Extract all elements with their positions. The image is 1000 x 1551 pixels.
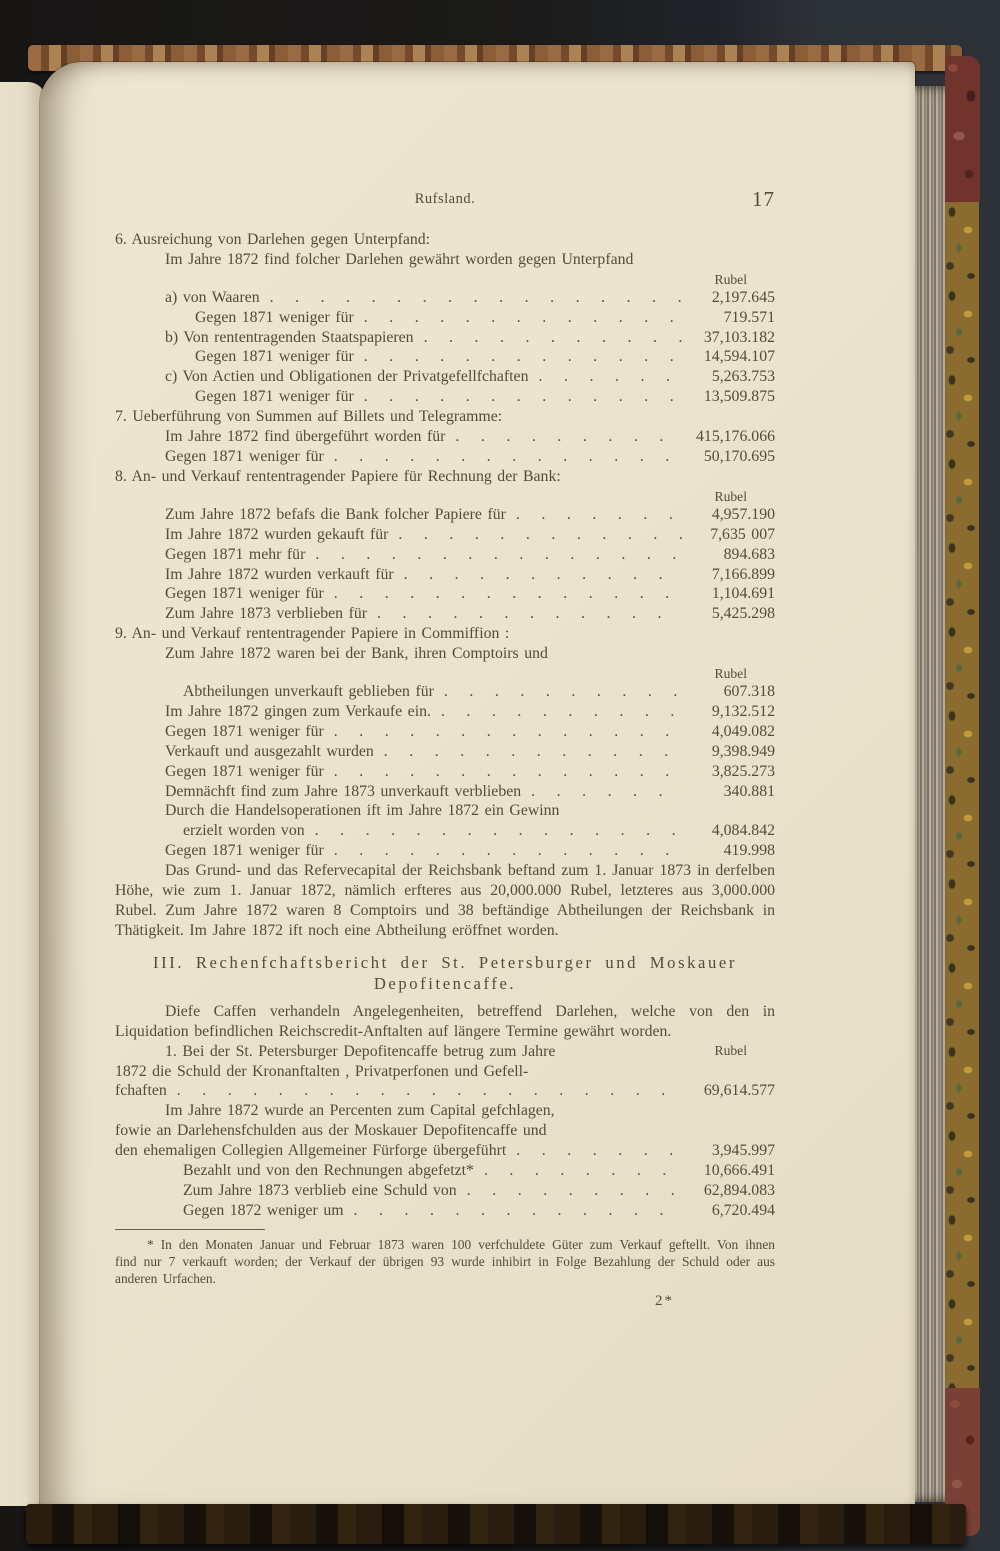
section-8-heading: 8. An- und Verkauf rententragender Papiere für Rechnung der Bank: (115, 467, 561, 485)
row-label: Im Jahre 1872 gingen zum Verkaufe ein. (165, 702, 431, 720)
row-amount: 4,084.842 (711, 822, 775, 840)
ledger-row (115, 525, 775, 545)
row-label: Gegen 1872 weniger um (183, 1201, 344, 1219)
paragraph-depositencasse-intro: Diefe Caffen verhandeln Angelegenheiten, betreffend Darlehen, welche von den in Liquidation befindlichen Reichscredit-Anftalten auf längere Termine gewährt worden. (115, 1002, 775, 1040)
row-label: Zum Jahre 1873 verblieben für (165, 605, 368, 623)
dot-leader (521, 782, 683, 802)
row-amount: 7,166.899 (711, 565, 775, 583)
ledger-row (115, 762, 775, 782)
row-label: Gegen 1871 weniger für (195, 308, 354, 326)
row-label: Gegen 1871 mehr für (165, 545, 306, 563)
footnote-text: * In den Monaten Januar und Februar 1873 waren 100 verfchuldete Güter zum Verkauf geftellt. Von ihnen find nur 7 verkauft worden; der Verkauf der übrigen 93 wurde inhibirt in Folge Bezahlung der Schuld oder aus anderen Urfachen. (115, 1236, 775, 1286)
page-number: 17 (752, 187, 775, 211)
row-amount: 13,509.875 (703, 388, 775, 406)
row-label: Im Jahre 1872 wurden verkauft für (165, 565, 394, 583)
section-9-heading: 9. An- und Verkauf rententragender Papiere in Commiffion : (115, 625, 510, 643)
row-amount: 719.571 (723, 308, 775, 326)
chapter-heading (115, 952, 775, 995)
row-amount: 4,049.082 (711, 722, 775, 740)
deposit-line-1 (115, 1042, 775, 1062)
dot-leader (354, 308, 683, 328)
row-amount: 1,104.691 (711, 585, 775, 603)
dot-leader (324, 584, 683, 604)
row-amount: 6,720.494 (711, 1201, 775, 1219)
dot-leader (305, 545, 683, 565)
currency-column-label: Rubel (714, 666, 747, 682)
ledger-row-wrapped: Im Jahre 1872 wurde an Percenten zum Capital gefchlagen, (165, 1102, 555, 1120)
dot-leader (388, 525, 683, 545)
row-label: Im Jahre 1872 find übergeführt worden für (165, 428, 446, 446)
ledger-row (115, 427, 775, 447)
ledger-row (115, 545, 775, 565)
section-6-heading: 6. Ausreichung von Darlehen gegen Unterpfand: (115, 230, 431, 248)
dot-leader (474, 1161, 683, 1181)
deposit-line-2: 1872 die Schuld der Kronanftalten , Privatperfonen und Gefell- (115, 1062, 529, 1080)
dot-leader (374, 742, 683, 762)
row-amount: 37,103.182 (703, 328, 775, 346)
dot-leader (457, 1181, 683, 1201)
row-amount: 7,635 007 (710, 525, 775, 543)
page-content (115, 187, 775, 1312)
ledger-row (115, 702, 775, 722)
ledger-row (115, 387, 775, 407)
ledger-row (115, 447, 775, 467)
chapter-heading-line1: III. Rechenfchaftsbericht der St. Petersburger und Moskauer (153, 952, 737, 972)
dot-leader (367, 604, 683, 624)
ledger-row (115, 505, 775, 525)
dot-leader (394, 565, 683, 585)
row-amount: 894.683 (723, 545, 775, 563)
row-amount: 3,945.997 (711, 1142, 775, 1160)
row-label: Zum Jahre 1873 verblieb eine Schuld von (183, 1181, 457, 1199)
ledger-row (115, 308, 775, 328)
ledger-row (115, 782, 775, 802)
row-amount: 607.318 (723, 683, 775, 701)
ledger-row (115, 584, 775, 604)
row-label: Gegen 1871 weniger für (165, 722, 324, 740)
row-amount: 50,170.695 (703, 447, 775, 465)
row-amount: 4,957.190 (711, 505, 775, 523)
row-label: b) Von rententragenden Staatspapieren (165, 328, 414, 346)
ledger-row (115, 565, 775, 585)
ledger-row (115, 1141, 775, 1161)
running-title: Rufsland. (414, 191, 476, 207)
ledger-row (115, 841, 775, 861)
row-amount: 340.881 (723, 782, 775, 800)
row-label: Gegen 1871 weniger für (195, 388, 354, 406)
ledger-row (115, 682, 775, 702)
dot-leader (324, 841, 683, 861)
row-amount: 62,894.083 (703, 1181, 775, 1199)
footnote-rule (115, 1229, 265, 1230)
dot-leader (445, 427, 683, 447)
row-amount: 9,132.512 (711, 702, 775, 720)
ledger-row (115, 821, 775, 841)
row-amount: 415,176.066 (696, 428, 775, 446)
row-label: a) von Waaren (165, 288, 260, 306)
currency-column-label: Rubel (714, 488, 747, 504)
dot-leader (167, 1081, 683, 1101)
dot-leader (354, 347, 683, 367)
row-label: Demnächft find zum Jahre 1873 unverkauft verblieben (165, 782, 522, 800)
row-amount: 419.998 (723, 842, 775, 860)
row-label: Bezahlt und von den Rechnungen abgefetzt* (183, 1162, 474, 1180)
row-amount: 5,425.298 (711, 605, 775, 623)
cover-marble-paper (945, 202, 979, 1388)
dot-leader (344, 1201, 683, 1221)
dot-leader (260, 288, 683, 308)
ledger-row (115, 604, 775, 624)
ledger-row (115, 288, 775, 308)
ledger-row-wrapped: fowie an Darlehensfchulden aus der Moskauer Depofitencaffe und (115, 1122, 547, 1140)
dot-leader (324, 762, 683, 782)
currency-column-label: Rubel (714, 271, 747, 287)
row-amount: 2,197.645 (711, 288, 775, 306)
dot-leader (414, 328, 683, 348)
row-label: den ehemaligen Collegien Allgemeiner Fürforge übergeführt (115, 1142, 507, 1160)
dot-leader (506, 505, 683, 525)
row-amount: 5,263.753 (711, 368, 775, 386)
row-amount: 9,398.949 (711, 742, 775, 760)
ledger-row (115, 1181, 775, 1201)
ledger-row (115, 1201, 775, 1221)
ledger-row (115, 347, 775, 367)
row-label: Verkauft und ausgezahlt wurden (165, 742, 374, 760)
row-label: Gegen 1871 weniger für (165, 447, 324, 465)
dot-leader (354, 387, 683, 407)
dot-leader (506, 1141, 683, 1161)
signature-mark: 2* (655, 1292, 674, 1309)
ledger-row (115, 742, 775, 762)
row-amount: 69,614.577 (703, 1082, 775, 1100)
currency-column-label: Rubel (714, 1042, 747, 1058)
paragraph-reichsbank-capital: Das Grund- und das Refervecapital der Reichsbank beftand zum 1. Januar 1873 in derfelben Höhe, wie zum 1. Januar 1872, nämlich erfteres aus 20,000.000 Rubel, letzteres aus 3,000.000 Rubel. Zum Jahre 1872 waren 8 Comptoirs und 38 beftändige Abtheilungen der Reichsbank in Thätigkeit. Im Jahre 1872 ift noch eine Abtheilung eröffnet worden. (115, 862, 775, 939)
row-label: fchaften (115, 1082, 167, 1100)
page-edges (915, 86, 946, 1502)
ledger-row (115, 1081, 775, 1101)
ledger-row (115, 328, 775, 348)
row-label: Gegen 1871 weniger für (165, 842, 324, 860)
ledger-row (115, 722, 775, 742)
row-amount: 14,594.107 (703, 348, 775, 366)
dot-leader (528, 367, 683, 387)
ledger-row-wrapped: Durch die Handelsoperationen ift im Jahre 1872 ein Gewinn (165, 802, 560, 820)
row-label: erzielt worden von (183, 822, 305, 840)
row-label: Gegen 1871 weniger für (165, 762, 324, 780)
book-bottom-edge (26, 1504, 966, 1544)
page-header (115, 187, 775, 211)
row-label: Abtheilungen unverkauft geblieben für (183, 683, 434, 701)
row-amount: 10,666.491 (703, 1162, 775, 1180)
dot-leader (324, 447, 683, 467)
row-label: Gegen 1871 weniger für (165, 585, 324, 603)
ledger-row (115, 367, 775, 387)
chapter-heading-line2: Depofitencaffe. (373, 974, 517, 994)
dot-leader (434, 682, 683, 702)
section-9-intro: Zum Jahre 1872 waren bei der Bank, ihren Comptoirs und (165, 645, 548, 663)
dot-leader (431, 702, 683, 722)
section-6-intro: Im Jahre 1872 find folcher Darlehen gewährt worden gegen Unterpfand (165, 250, 634, 268)
section-7-heading: 7. Ueberführung von Summen auf Billets und Telegramme: (115, 408, 503, 426)
row-label: c) Von Actien und Obligationen der Privatgefellfchaften (165, 368, 529, 386)
row-label: Im Jahre 1872 wurden gekauft für (165, 525, 389, 543)
row-label: Gegen 1871 weniger für (195, 348, 354, 366)
deposit-line-1-text: 1. Bei der St. Petersburger Depofitencaffe betrug zum Jahre (165, 1042, 556, 1060)
row-label: Zum Jahre 1872 befafs die Bank folcher Papiere für (165, 505, 506, 523)
ledger-row (115, 1161, 775, 1181)
cover-leather-corner-top (945, 56, 980, 202)
dot-leader (305, 821, 683, 841)
dot-leader (324, 722, 683, 742)
row-amount: 3,825.273 (711, 762, 775, 780)
